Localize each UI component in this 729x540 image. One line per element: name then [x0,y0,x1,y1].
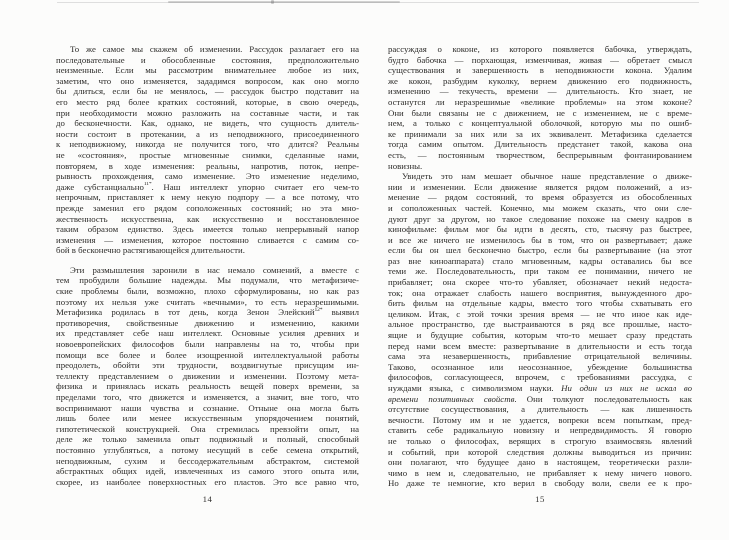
text-line: постоянно углубляться, а потому несущий в себе семена открытий, [56,444,359,455]
text-line: сама эта незавершенность, прибавление отрицательной величины. [388,351,692,362]
text-line: дуют друг за другом, но такое следование похоже на смену кадров в [388,213,692,224]
text-line: противоречия, свойственные движению и изменению, какими [56,317,359,328]
text-line: рассуждая о коконе, из которого появляется бабочка, утверждать, [388,44,692,54]
text-line: гипотетической конструкцией. Она стремилась превзойти опыт, на [56,423,359,434]
text-line: изменения — изменения, которое постоянно сливается с самим со- [56,234,359,245]
text-line: новоевропейских философов были направлены на то, чтобы при [56,339,359,350]
text-line: его место ряд более кратких состояний, которые, в свою очередь, [56,96,359,107]
text-line: абстрактных общих идей, извлеченных из самого этого опыта или, [56,466,359,477]
paragraph [388,171,692,489]
paragraph [388,44,692,171]
text-line: останутся ли неразрешимые «великие проблемы» на этом коконе? [388,96,692,107]
text-line: альное пространство, где выстраиваются в ряд все прошлые, насто- [388,319,692,330]
page-right-text [388,44,692,489]
text-line: ток; она отражает слабость нашего восприятия, вынужденного дро- [388,287,692,298]
text-line: существования и завершенность в неподвижности кокона. Удалим [388,65,692,76]
text-line: рывность прохождения, само изменение. Это изменение неделимо, [56,171,359,182]
text-line: времени позитивных свойств. Они толкуют последовательность как [388,393,692,404]
text-line: и соположенных частей. Конечно, мы можем сказать, что они сле- [388,202,692,213]
text-line: скорее, из наиболее поверхностных его пластов. Это все равно что, [56,476,359,487]
page-left [56,44,359,504]
text-line: тем пробудили большие надежды. Мы подумали, что метафизиче- [56,275,359,286]
page-number-right: 15 [535,494,545,504]
text-line: воспринимают наши чувства и сознание. Отныне она могла быть [56,402,359,413]
text-line: если бы он шел бесконечно быстро, если бы развертывание (на этот [388,245,692,256]
text-line: нии и изменении. Если движение является рядом положений, а из- [388,181,692,192]
text-line: даже субстанциально$^{11*}$. Наш интеллект упорно считает его чем-то [56,181,359,192]
text-line: неподвижным, сухим и бессодержательным абстрактом, системой [56,455,359,466]
scan-edge-artifact [271,0,274,4]
text-line: философов, согласующееся, впрочем, с требованиями рассудка, с [388,372,692,383]
text-line: при необходимости можно разложить на составные части, и так [56,107,359,118]
text-line: Они были связаны не с движением, не с изменением, не с време- [388,107,692,118]
text-line: бить фильм на отдельные кадры, вместо того чтобы схватывать его [388,298,692,309]
text-line: пределами того, что движется и изменяется, а значит, вне того, что [56,392,359,402]
text-line: новизны. [388,160,423,171]
text-line: деле же только заменила опыт подвижный и полный, способный [56,434,359,445]
text-line: ставить себе радикальную новизну и непредвидимость. Я говорю [388,425,692,436]
text-line: неизменные. Если мы рассмотрим внимательнее любое из них, [56,65,359,76]
text-line: То же самое мы скажем об изменении. Рассудок разлагает его на [70,44,359,54]
text-line: теми же. Последовательность, при таком ее понимании, ничего не [388,266,692,277]
text-line: непрочным, приставляет к нему некую подпору — а все потому, что [56,192,359,203]
text-line: они полагают, что будущее дано в настоящем, теоретически разли- [388,457,692,468]
text-line: поэтому их нельзя уже считать «вечными», то есть неразрешимыми. [56,296,359,307]
text-line: ские проблемы были, возможно, плохо сформулированы, но как раз [56,286,359,297]
text-line: повторяем, в ходе изменения: реальны, напротив, поток, непре- [56,160,359,171]
text-line: и все же ничего не изменилось бы в том, что он развертывает; даже [388,234,692,245]
text-line: физика и принялась искать реальность вещей поверх времени, за [56,381,359,392]
text-line: отсутствие сосуществования, а длительность — как лишенность [388,404,692,415]
paragraph [56,44,359,256]
text-line: Метафизика родилась в тот день, когда Зенон Элейский$^{12*}$ выявил [56,307,359,318]
text-line: чимо в нем и, следовательно, не прибавляет к нему ничего нового. [388,467,692,478]
text-line: бы длиться, если бы не менялось, — рассудок быстро подставит на [56,86,359,97]
text-line: жественность искусственна, как искусственно и восстановленное [56,213,359,224]
text-line: и событий, при которой следствия должны выводиться из причин: [388,446,692,457]
page-number-left: 14 [202,494,213,504]
text-line: ке принимали за них или за их эквивалент. Метафизика сделается [388,128,692,139]
text-line: последовательные и обособленные состояния, предположительно [56,54,359,65]
text-line: Увидеть это нам мешает обычное наше представление о движе- [402,171,692,182]
text-line: раз вне киноаппарата) стало мгновенным, кадры оставались бы все [388,255,692,266]
text-line: ности состоит в протекании, а из неподвижного, присоединенного [56,128,359,139]
text-line: целиком. Итак, с этой точки зрения время — не что иное как иде- [388,308,692,319]
text-line: Таково, осознанное или неосознанное, убеждение большинства [388,361,692,372]
text-line: менение — рядом состояний, то время образуется из обособленных [388,192,692,203]
scan-edge-artifact [168,1,400,3]
text-line: перед нами всем вместе: развертывание в длительности и есть тогда [388,340,692,351]
text-line: же кокон, разбудим куколку, вернем движению его подвижность, [388,75,692,86]
text-line: нуждами языка, с символизмом науки. Ни один из них не искал во [388,383,692,393]
text-line: есть, — постоянным творчеством, беспрерывным фонтанированием [388,149,692,160]
text-line: прибавляет; она скорее что-то убавляет, обозначает некий недоста- [388,277,692,288]
text-line: таким образом единство. Здесь имеется только непрерывный напор [56,224,359,235]
text-line: до бесконечности. Как, однако, не видеть, что сущность длитель- [56,118,359,129]
text-line: не только о философах, верящих в строгую взаимосвязь явлений [388,435,692,446]
text-line: вечности. Потому им и не удается, вопреки всем попыткам, пред- [388,414,692,425]
text-line: теллекту представлением о движении и изменении. Поэтому мета- [56,370,359,381]
text-line: прежде заменил его рядом соположенных состояний; но эта мно- [56,202,359,213]
text-line: к неподвижному, никогда не получится того, что длится? Реальны [56,139,359,150]
text-line: заметим, что оно изменяется, зададимся вопросом, как оно могло [56,75,359,86]
text-line: будто бабочка — порхающая, изменчивая, живая — обретает смысл [388,54,692,65]
text-line: преодолеть, обойти эти трудности, воздвигнутые присущим ин- [56,360,359,371]
text-line: лишь более или менее искусственным упорядочением понятий, [56,413,359,424]
text-line: ящие и будущие события, которым что-то мешает сразу предстать [388,330,692,341]
text-line: кинофильме: фильм мог бы идти в десять, сто, тысячу раз быстрее, [388,224,692,235]
text-line: нем, а только с концептуальной оболочкой, которую мы по ошиб- [388,118,692,129]
text-line: Но даже те немногие, кто верил в свободу воли, свели ее к про- [388,478,692,489]
text-line: их представляет себе наш интеллект. Основные усилия древних и [56,328,359,339]
page-left-text [56,44,359,487]
text-line: помощи все более и более изощренной интеллектуальной работы [56,349,359,360]
text-line: изменению — текучесть, времени — длительность. Кто знает, не [388,86,692,97]
text-line: Эти размышления заронили в нас немало сомнений, а вместе с [70,264,359,275]
text-line: тогда самим опытом. Длительность предстанет такой, какова она [388,139,692,150]
paragraph [56,265,359,487]
text-line: не «состояния», простые мгновенные снимки, сделанные нами, [56,149,359,160]
page-right [388,44,692,504]
text-line: бой в бесконечно растягивающейся длительности. [56,245,245,256]
